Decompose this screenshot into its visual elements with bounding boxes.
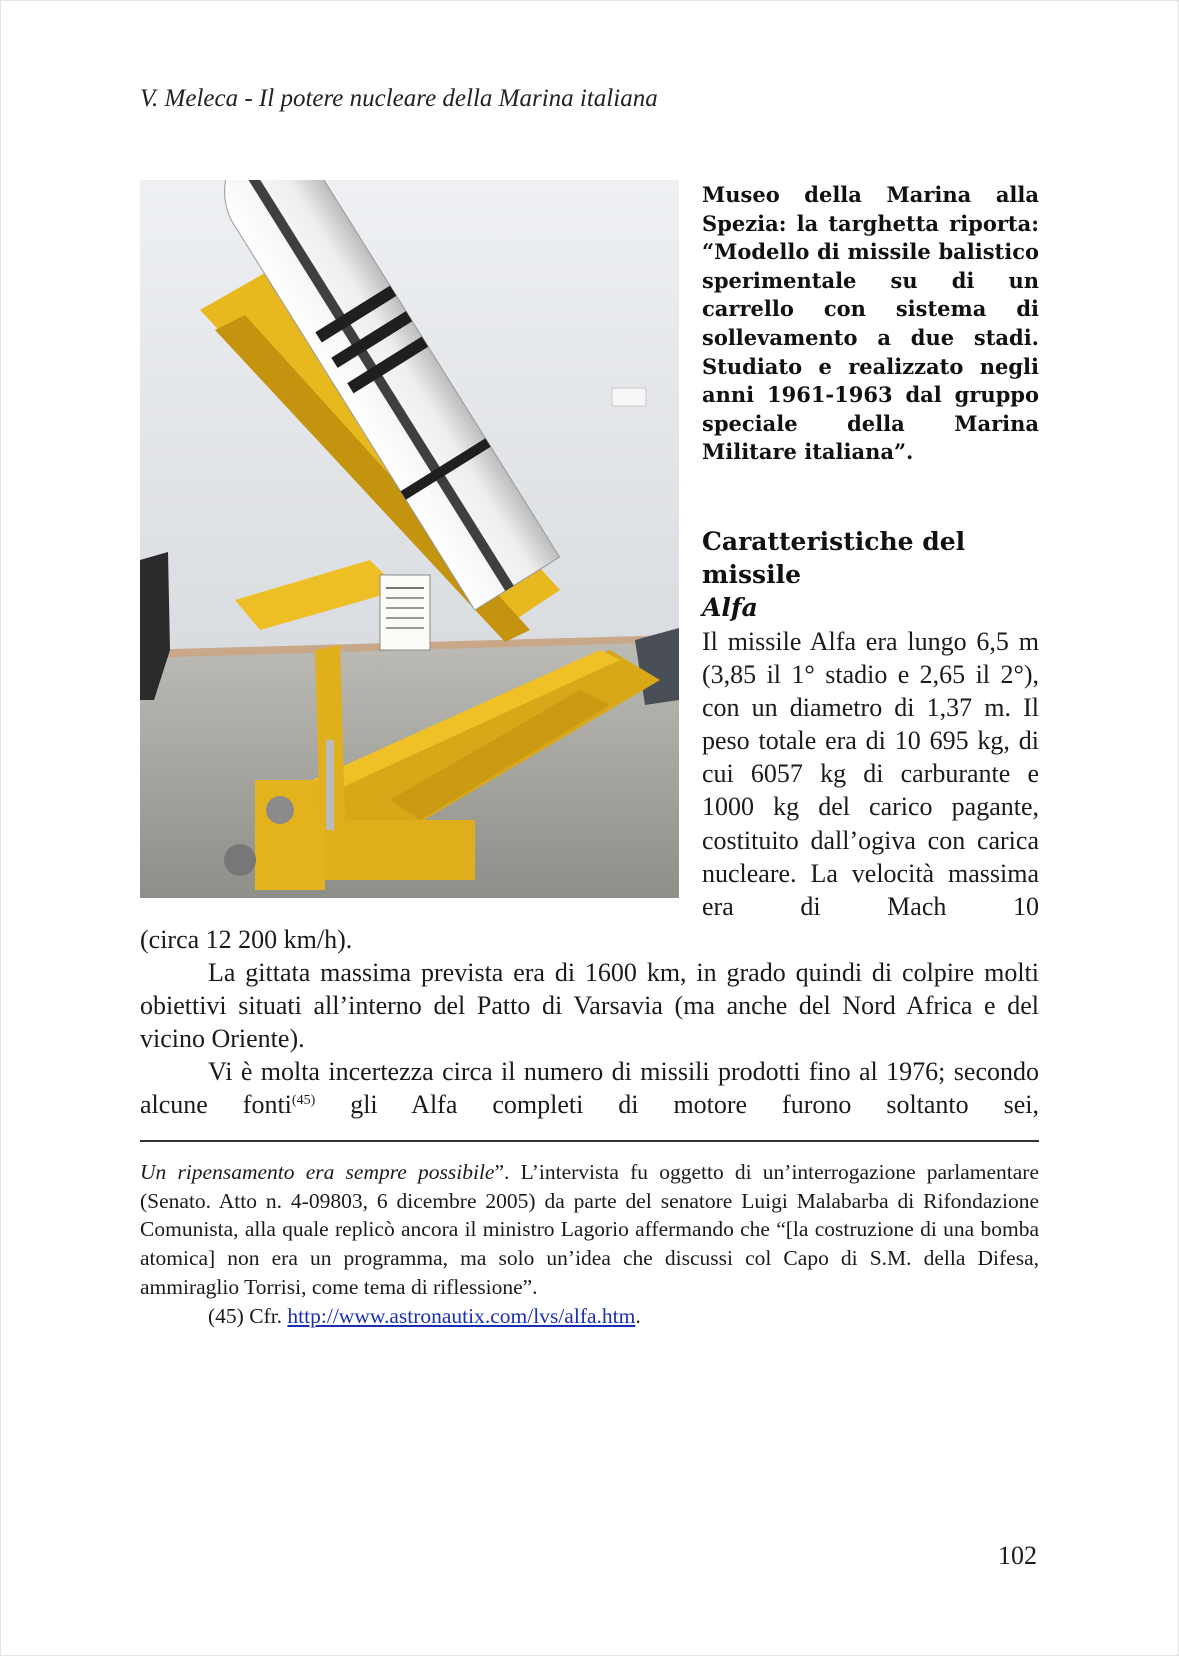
section-heading	[702, 525, 1039, 624]
paragraph-text-end: gli Alfa completi di motore furono soltanto sei,	[315, 1090, 1039, 1120]
footnote-45-label: (45) Cfr.	[208, 1303, 288, 1328]
footnote-italic-quote: Un ripensamento era sempre possibile	[140, 1160, 495, 1184]
footnote-continued-text: ”. L’intervista fu oggetto di un’interrogazione parlamentare (Senato. Atto n. 4-09803, 6 dicembre 2005) da parte del senatore Luigi Malabarba di Rifondazione Comunista, alla quale replicò ancora il ministro Lagorio affermando che “[la costruzione di una bomba atomica] non era un programma, ma solo un’idea che discussi col Capo di S.M. della Difesa, ammiraglio Torrisi, come tema di riflessione”.	[140, 1160, 1039, 1299]
footnote-45	[140, 1302, 1039, 1331]
continuation-line: (circa 12 200 km/h).	[140, 925, 353, 954]
paragraph-missile-count	[140, 1055, 1039, 1121]
footnote-45-end: .	[635, 1303, 641, 1328]
figure-caption: Museo della Marina alla Spezia: la targhetta riporta: “Modello di missile balistico sperimentale su di un carrello con sistema di sollevamento a due stadi. Studiato e realizzato negli anni 1961-1963 dal gruppo speciale della Marina Militare italiana”.	[702, 182, 1039, 465]
paragraph-range: La gittata massima prevista era di 1600 km, in grado quindi di colpire molti obiettivi situati all’interno del Patto di Varsavia (ma anche del Nord Africa e del vicino Oriente).	[140, 958, 1039, 1054]
missile-photo	[140, 180, 679, 898]
section-heading-italic: Alfa	[702, 593, 758, 622]
page-number: 102	[998, 1541, 1037, 1570]
footnote-continued	[140, 1158, 1039, 1302]
paragraph-text-start: Vi è molta incertezza circa il numero di missili prodotti fino al 1976; secondo alcune fonti	[140, 1057, 1039, 1120]
running-head: V. Meleca - Il potere nucleare della Marina italiana	[140, 85, 658, 112]
footnotes	[140, 1158, 1039, 1330]
footnote-separator	[140, 1140, 1039, 1142]
side-paragraph: Il missile Alfa era lungo 6,5 m (3,85 il 1° stadio e 2,65 il 2°), con un diametro di 1,37 m. Il peso totale era di 10 695 kg, di cui 6057 kg di carburante e 1000 kg del carico pagante, costituito dall’ogiva con carica nucleare. La velocità massima era di Mach 10	[702, 627, 1039, 921]
section-heading-main: Caratteristiche del missile	[702, 527, 966, 589]
body-text	[140, 923, 1039, 1122]
footnote-reference[interactable]: (45)	[291, 1093, 316, 1109]
footnote-45-link[interactable]: http://www.astronautix.com/lvs/alfa.htm	[287, 1303, 636, 1328]
